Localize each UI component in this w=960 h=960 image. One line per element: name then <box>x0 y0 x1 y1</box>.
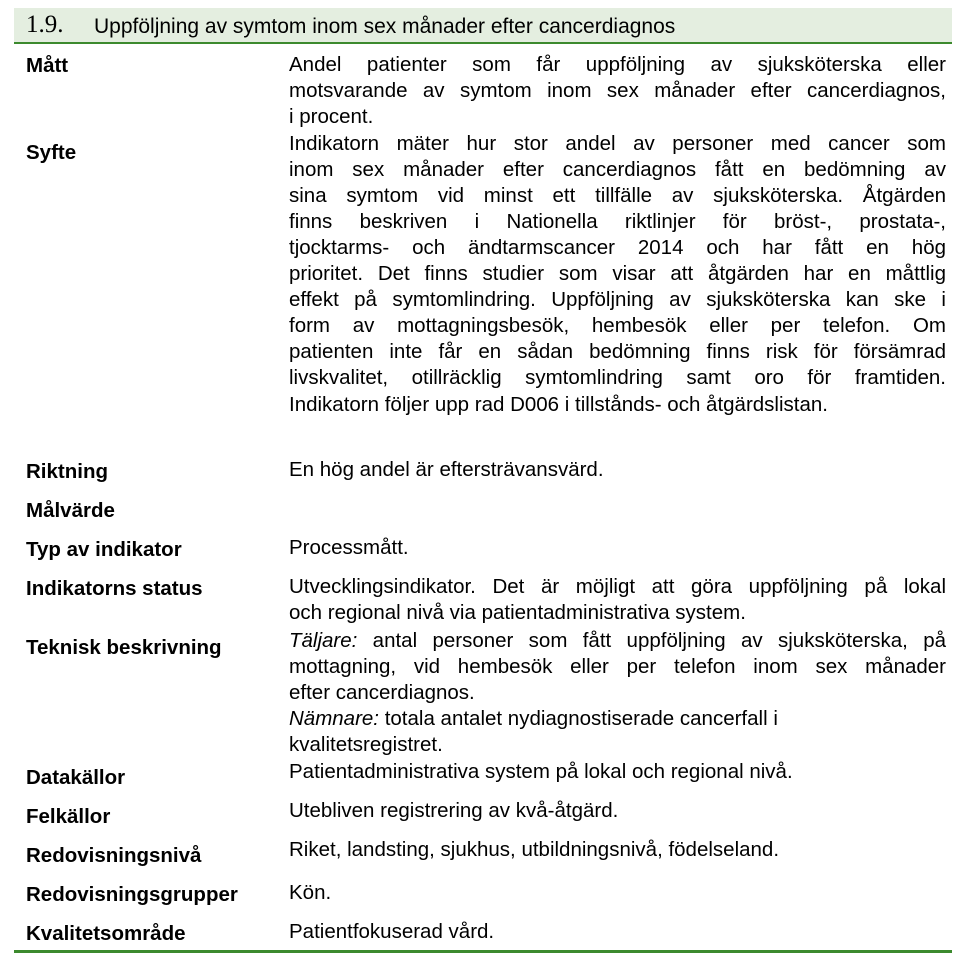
syfte-line: form av mottagningsbesök, hembesök eller per telefon. Om <box>289 314 946 337</box>
syfte-line: finns beskriven i Nationella riktlinjer för bröst-, prostata-, <box>289 210 946 233</box>
syfte-line: sina symtom vid minst ett tillfälle av sjuksköterska. Åtgärden <box>289 184 946 207</box>
section-header <box>14 8 952 44</box>
riktning-text: En hög andel är eftersträvansvärd. <box>289 458 604 481</box>
taljare-text: antal personer som fått uppföljning av sjuksköterska, på <box>357 629 946 652</box>
syfte-line: effekt på symtomlindring. Uppföljning av sjuksköterska kan ske i <box>289 288 946 311</box>
label-indikatorns-status: Indikatorns status <box>26 577 203 600</box>
felkallor-text: Utebliven registrering av kvå-åtgärd. <box>289 799 619 822</box>
footer-rule <box>14 950 952 953</box>
taljare-line: efter cancerdiagnos. <box>289 681 475 704</box>
syfte-line: Indikatorn mäter hur stor andel av personer med cancer som <box>289 132 946 155</box>
taljare-line: mottagning, vid hembesök eller per telefon inom sex månader <box>289 655 946 678</box>
status-line: och regional nivå via patientadministrativa system. <box>289 601 746 624</box>
matt-line: motsvarande av symtom inom sex månader efter cancerdiagnos, <box>289 79 946 102</box>
label-riktning: Riktning <box>26 460 108 483</box>
taljare-label: Täljare: <box>289 629 358 652</box>
datakallor-text: Patientadministrativa system på lokal och regional nivå. <box>289 760 793 783</box>
syfte-line: patienten inte får en sådan bedömning finns risk för försämrad <box>289 340 946 363</box>
matt-line: Andel patienter som får uppföljning av sjuksköterska eller <box>289 53 946 76</box>
status-line: Utvecklingsindikator. Det är möjligt att göra uppföljning på lokal <box>289 575 946 598</box>
matt-line: i procent. <box>289 105 374 128</box>
typ-text: Processmått. <box>289 536 409 559</box>
label-kvalitetsomrade: Kvalitetsområde <box>26 922 186 945</box>
redovisningsgrupper-text: Kön. <box>289 881 332 904</box>
label-syfte: Syfte <box>26 141 77 164</box>
section-title: Uppföljning av symtom inom sex månader efter cancerdiagnos <box>94 15 676 38</box>
label-typ-av-indikator: Typ av indikator <box>26 538 182 561</box>
taljare-line <box>289 628 946 654</box>
syfte-line: Indikatorn följer upp rad D006 i tillstånds- och åtgärdslistan. <box>289 393 828 416</box>
syfte-line: tjocktarms- och ändtarmscancer 2014 och har fått en hög <box>289 236 946 259</box>
label-datakallor: Datakällor <box>26 766 126 789</box>
label-teknisk-beskrivning: Teknisk beskrivning <box>26 636 222 659</box>
section-number: 1.9. <box>26 11 64 38</box>
label-redovisningsgrupper: Redovisningsgrupper <box>26 883 238 906</box>
label-malvarde: Målvärde <box>26 499 115 522</box>
label-felkallor: Felkällor <box>26 805 111 828</box>
kvalitetsomrade-text: Patientfokuserad vård. <box>289 920 495 943</box>
redovisningsniva-text: Riket, landsting, sjukhus, utbildningsnivå, födelseland. <box>289 838 780 861</box>
syfte-line: inom sex månader efter cancerdiagnos fått en bedömning av <box>289 158 946 181</box>
namnare-line <box>289 706 778 732</box>
namnare-line: kvalitetsregistret. <box>289 733 443 756</box>
namnare-label: Nämnare: <box>289 707 380 730</box>
syfte-line: prioritet. Det finns studier som visar att åtgärden har en måttlig <box>289 262 946 285</box>
label-matt: Mått <box>26 54 69 77</box>
syfte-line: livskvalitet, otillräcklig symtomlindring samt oro för framtiden. <box>289 366 946 389</box>
namnare-text: totala antalet nydiagnostiserade cancerfall i <box>379 707 778 730</box>
label-redovisningsniva: Redovisningsnivå <box>26 844 202 867</box>
